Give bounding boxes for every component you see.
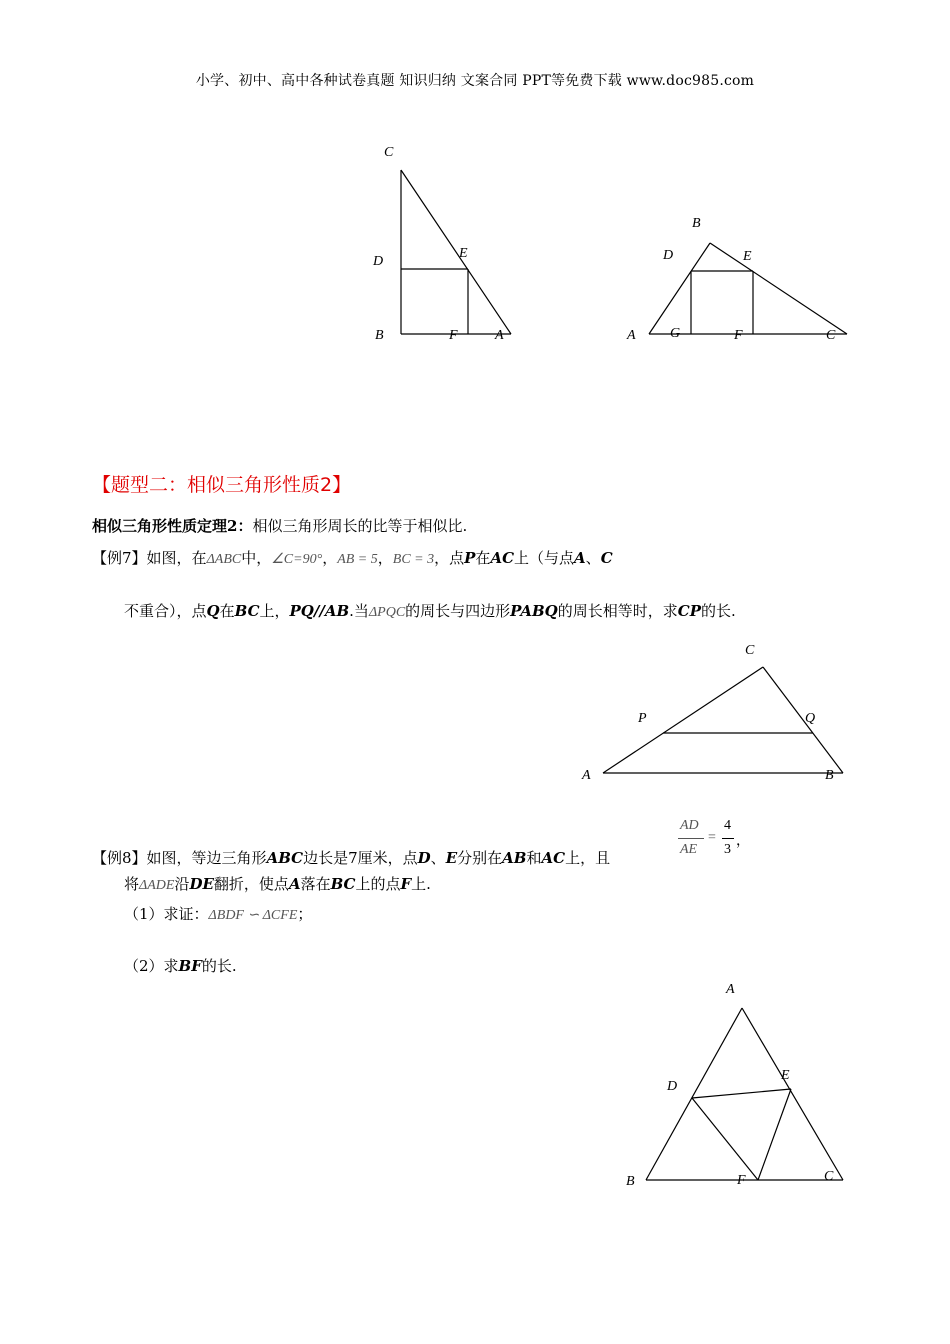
fig4-label-c: C — [824, 1169, 834, 1184]
ex8-line-1: 【例8】如图，等边三角形ABC边长是7厘米，点D、E分别在AB和AC上，且 — [92, 849, 611, 867]
fig3-label-a: A — [582, 768, 591, 783]
math-tri-ade: ΔADE — [139, 878, 175, 893]
ex8-tag: 【例8】 — [92, 849, 147, 867]
segment-cb — [763, 667, 843, 773]
fig4-label-f: F — [737, 1173, 746, 1188]
fig4-label-d: D — [667, 1079, 678, 1094]
fig2-label-f: F — [734, 328, 743, 343]
theorem-label: 相似三角形性质定理2： — [92, 517, 253, 535]
segment-ac — [603, 667, 763, 773]
math-tri-pqc: ΔPQC — [368, 605, 406, 620]
fig3-label-b: B — [825, 768, 834, 783]
math-bc: BC = 3 — [392, 552, 435, 567]
math-angle-c: ∠C=90° — [271, 552, 323, 567]
math-ab: AB = 5 — [337, 552, 378, 567]
ex8-question-2: （2）求BF的长. — [124, 957, 237, 975]
fig2-label-a: A — [627, 328, 636, 343]
fig3-label-q: Q — [805, 711, 816, 726]
fig1-label-d: D — [373, 254, 384, 269]
figure-1 — [401, 170, 511, 334]
fig1-label-e: E — [459, 246, 468, 261]
section-title: 【题型二：相似三角形性质2】 — [92, 474, 352, 496]
math-similarity: ΔBDF ∽ ΔCFE — [208, 908, 298, 923]
ex7-line-2: 不重合），点Q在BC上，PQ//AB.当ΔPQC的周长与四边形PABQ的周长相等时，求CP的长. — [124, 602, 736, 620]
ex7-line-1: 【例7】如图，在ΔABC中，∠C=90°，AB = 5，BC = 3，点P在AC上（与点A、C — [92, 549, 613, 567]
fig4-label-a: A — [726, 982, 735, 997]
segment-bc — [710, 243, 847, 334]
fig4-label-e: E — [781, 1068, 790, 1083]
ex7-tag: 【例7】 — [92, 549, 147, 567]
fig2-label-e: E — [743, 249, 752, 264]
ex8-line-2: 将ΔADE沿DE翻折，使点A落在BC上的点F上. — [124, 875, 431, 893]
fig2-label-c: C — [826, 328, 836, 343]
fig1-label-f: F — [449, 328, 458, 343]
segment-de — [692, 1089, 791, 1098]
fraction-bar — [678, 838, 704, 839]
fig1-label-a: A — [495, 328, 504, 343]
segment-df — [692, 1098, 758, 1180]
fig4-label-b: B — [626, 1174, 635, 1189]
math-tri-abc: ΔABC — [206, 552, 242, 567]
theorem-text: 相似三角形周长的比等于相似比. — [252, 517, 468, 535]
page-header: 小学、初中、高中各种试卷真题 知识归纳 文案合同 PPT等免费下载 www.doc985.com — [195, 73, 755, 89]
fig1-label-c: C — [384, 145, 394, 160]
fig2-label-b: B — [692, 216, 701, 231]
fig3-label-c: C — [745, 643, 755, 658]
segment-ef — [758, 1089, 791, 1180]
segment-ab — [646, 1008, 742, 1180]
segment-ca — [401, 170, 511, 334]
fig3-label-p: P — [638, 711, 647, 726]
theorem-line — [92, 515, 467, 537]
fig1-label-b: B — [375, 328, 384, 343]
fig2-label-d: D — [663, 248, 674, 263]
ex8-question-1: （1）求证：ΔBDF ∽ ΔCFE； — [124, 905, 313, 923]
segment-ac — [742, 1008, 843, 1180]
segment-ab — [649, 243, 710, 334]
fig2-label-g: G — [670, 326, 681, 341]
